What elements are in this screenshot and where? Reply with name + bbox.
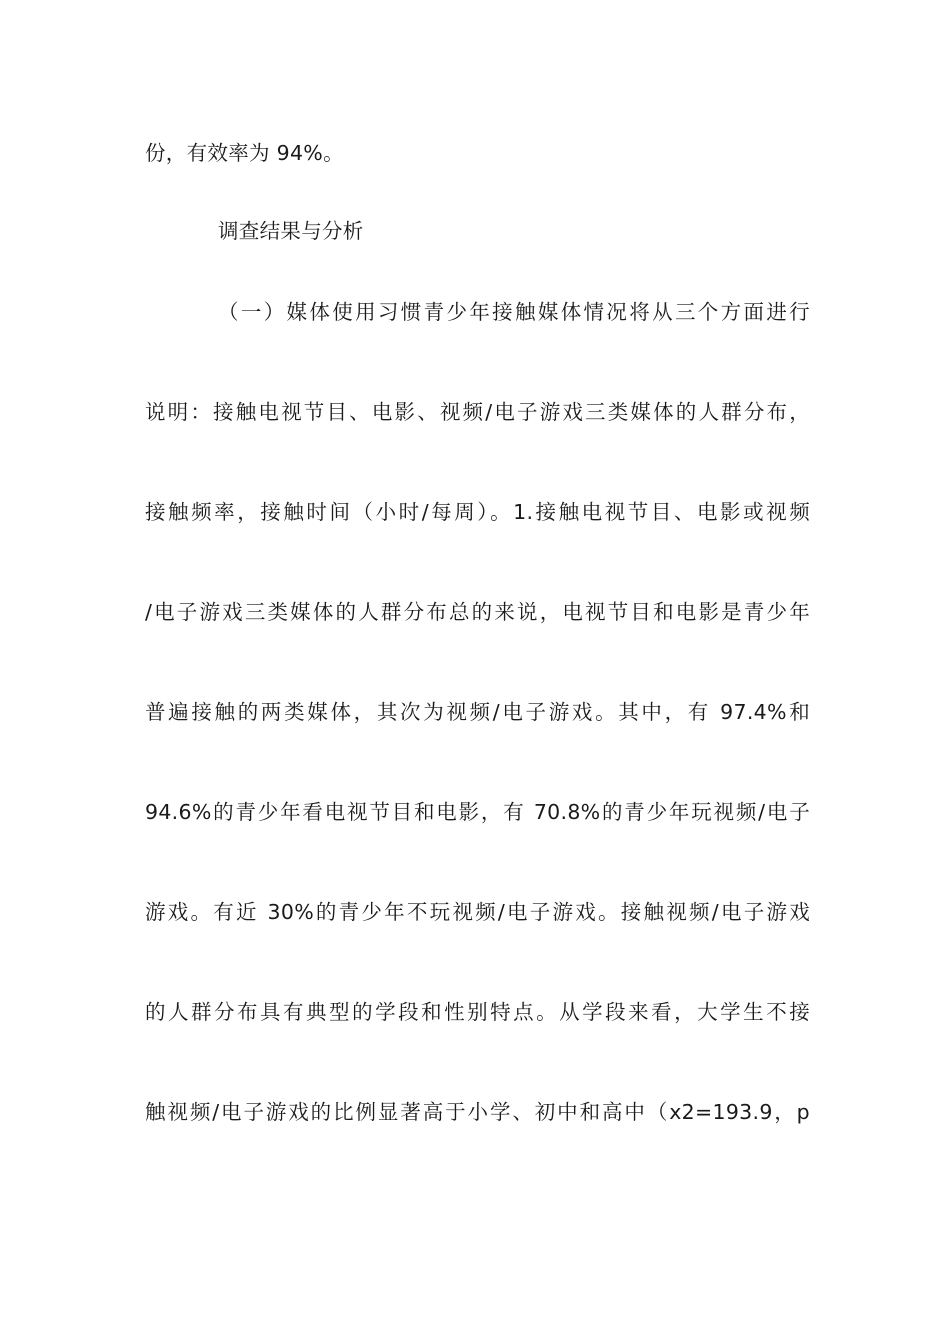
paragraph-line-4: 说明：接触电视节目、电影、视频/电子游戏三类媒体的人群分布， — [145, 400, 810, 424]
paragraph-line-9: 游戏。有近 30%的青少年不玩视频/电子游戏。接触视频/电子游戏 — [145, 900, 810, 924]
paragraph-line-5: 接触频率，接触时间（小时/每周）。1.接触电视节目、电影或视频 — [145, 500, 810, 524]
paragraph-line-7: 普遍接触的两类媒体，其次为视频/电子游戏。其中，有 97.4%和 — [145, 700, 810, 724]
section-heading: 调查结果与分析 — [218, 219, 364, 243]
paragraph-line-11: 触视频/电子游戏的比例显著高于小学、初中和高中（x2=193.9，p — [145, 1100, 810, 1124]
paragraph-line-6: /电子游戏三类媒体的人群分布总的来说，电视节目和电影是青少年 — [145, 600, 810, 624]
paragraph-line-10: 的人群分布具有典型的学段和性别特点。从学段来看，大学生不接 — [145, 1000, 810, 1024]
paragraph-line-8: 94.6%的青少年看电视节目和电影，有 70.8%的青少年玩视频/电子 — [145, 800, 810, 824]
paragraph-line-3: （一）媒体使用习惯青少年接触媒体情况将从三个方面进行 — [218, 300, 810, 324]
paragraph-line-1: 份，有效率为 94%。 — [145, 141, 344, 165]
